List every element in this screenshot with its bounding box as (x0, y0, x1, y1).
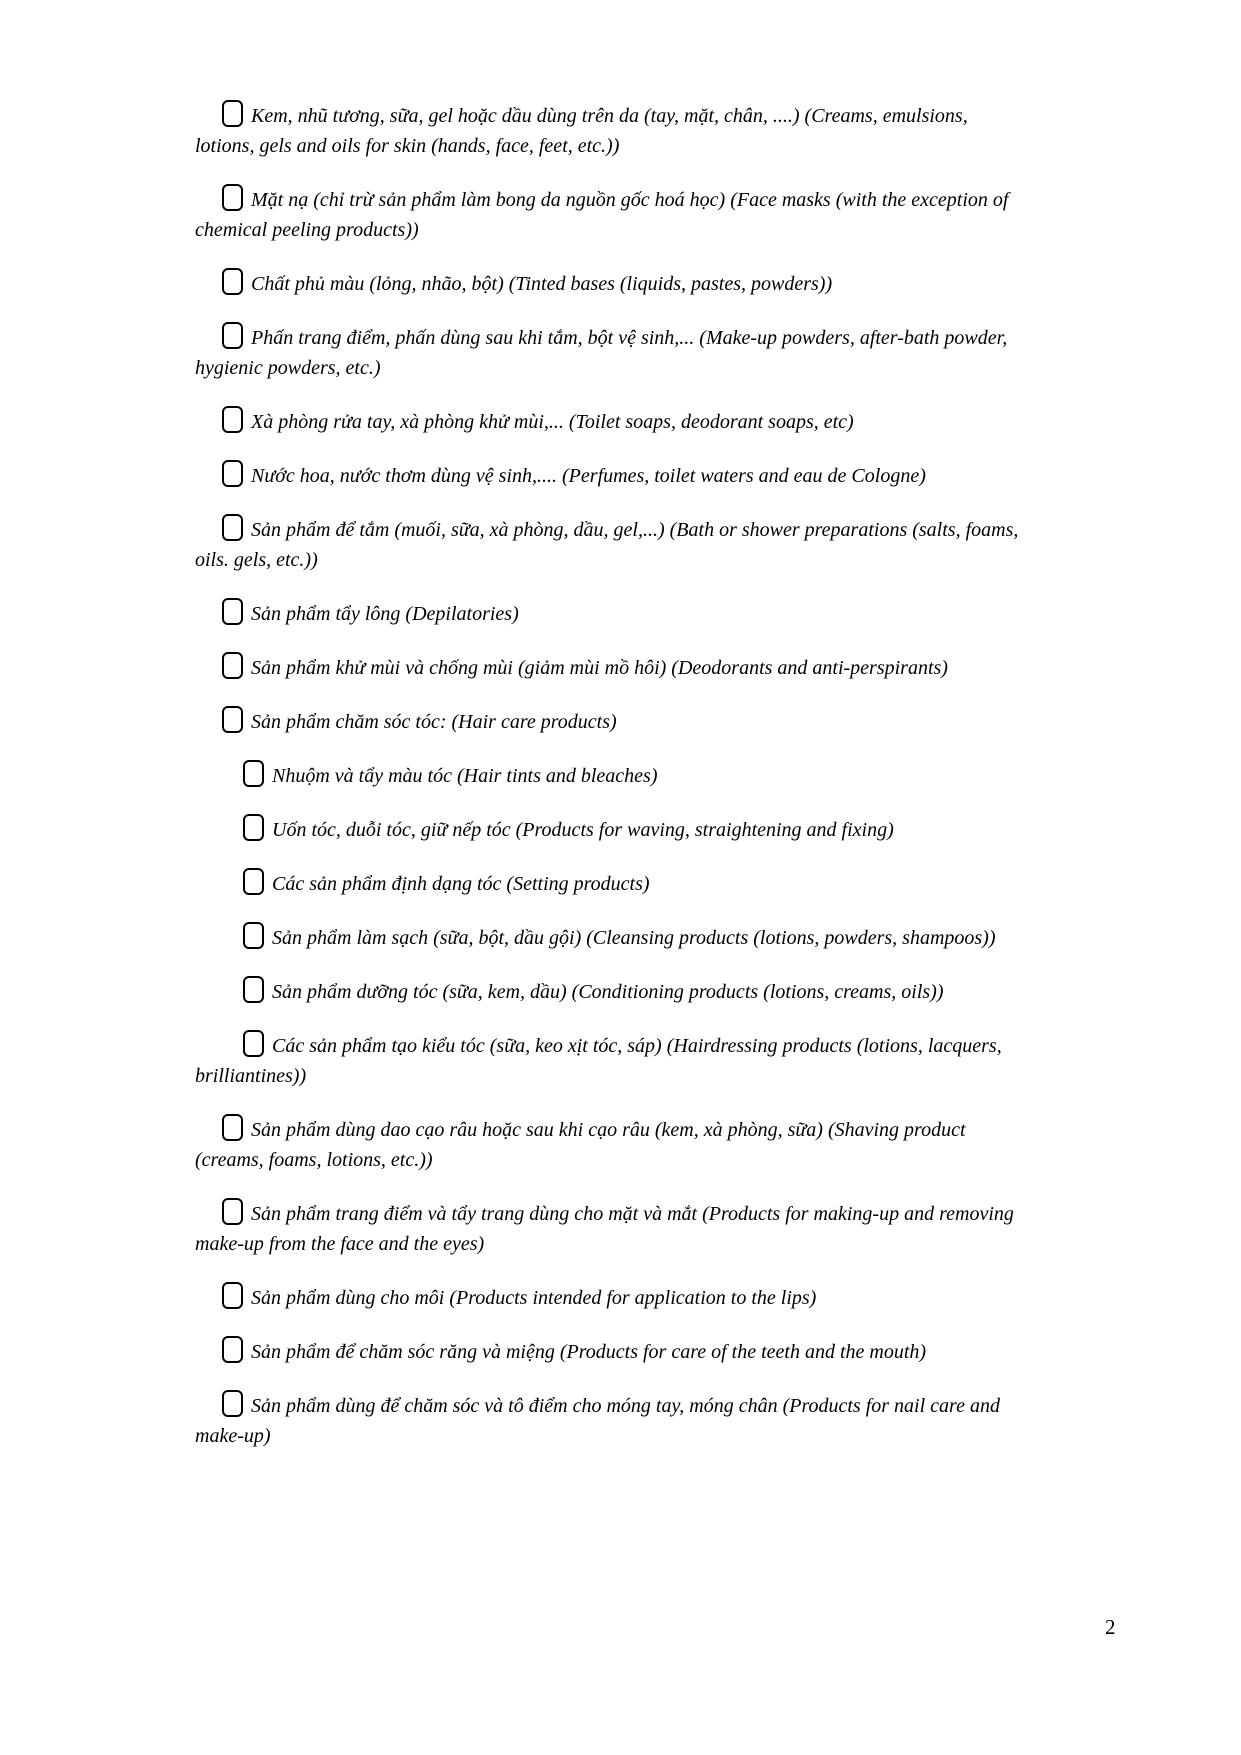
checklist-item-label: Nhuộm và tẩy màu tóc (Hair tints and bleaches) (272, 765, 658, 787)
checkbox-icon[interactable] (222, 652, 243, 679)
checklist-item (195, 598, 1027, 629)
checklist-item (195, 1336, 1027, 1367)
checklist-item (195, 406, 1027, 437)
checklist-item (195, 184, 1027, 245)
checklist-item-label: Sản phẩm trang điểm và tẩy trang dùng cho mặt và mắt (Products for making-up and removing make-up from the face and the eyes) (195, 1203, 1014, 1255)
checklist-item-label: Sản phẩm dùng để chăm sóc và tô điểm cho móng tay, móng chân (Products for nail care and make-up) (195, 1395, 1000, 1447)
checkbox-icon[interactable] (222, 268, 243, 295)
checklist-item (195, 1282, 1027, 1313)
checkbox-icon[interactable] (222, 1282, 243, 1309)
checklist-item-label: Sản phẩm tẩy lông (Depilatories) (251, 603, 519, 625)
checklist-item-label: Chất phủ màu (lỏng, nhão, bột) (Tinted bases (liquids, pastes, powders)) (251, 273, 833, 295)
checklist-item-label: Sản phẩm dùng cho môi (Products intended for application to the lips) (251, 1287, 817, 1309)
checkbox-icon[interactable] (243, 868, 264, 895)
checkbox-icon[interactable] (222, 1390, 243, 1417)
checkbox-icon[interactable] (222, 706, 243, 733)
checklist-item (195, 514, 1027, 575)
checkbox-icon[interactable] (222, 1114, 243, 1141)
checklist-item-label: Sản phẩm làm sạch (sữa, bột, dầu gội) (Cleansing products (lotions, powders, shampoos)) (272, 927, 996, 949)
checkbox-icon[interactable] (243, 976, 264, 1003)
checkbox-icon[interactable] (222, 460, 243, 487)
checklist-item (195, 460, 1027, 491)
checklist-item-label: Sản phẩm khử mùi và chống mùi (giảm mùi mồ hôi) (Deodorants and anti-perspirants) (251, 657, 948, 679)
checkbox-icon[interactable] (243, 1030, 264, 1057)
checkbox-icon[interactable] (222, 1336, 243, 1363)
checklist-subitem (195, 760, 1027, 791)
checklist-item-label: Sản phẩm để chăm sóc răng và miệng (Products for care of the teeth and the mouth) (251, 1341, 927, 1363)
checklist-item-label: Uốn tóc, duỗi tóc, giữ nếp tóc (Products for waving, straightening and fixing) (272, 819, 894, 841)
checkbox-icon[interactable] (222, 322, 243, 349)
checklist-item-label: Sản phẩm dùng dao cạo râu hoặc sau khi cạo râu (kem, xà phòng, sữa) (Shaving product (creams, foams, lotions, etc.)) (195, 1119, 966, 1171)
checkbox-icon[interactable] (243, 814, 264, 841)
checkbox-icon[interactable] (222, 1198, 243, 1225)
checklist-item (195, 652, 1027, 683)
checkbox-icon[interactable] (222, 100, 243, 127)
checklist-item-label: Phấn trang điểm, phấn dùng sau khi tắm, bột vệ sinh,... (Make-up powders, after-bath powder, hygienic powders, etc.) (195, 327, 1008, 379)
checklist-subitem (195, 1030, 1027, 1091)
checklist-item (195, 706, 1027, 737)
checklist-item-label: Sản phẩm chăm sóc tóc: (Hair care products) (251, 711, 617, 733)
checklist-item (195, 1390, 1027, 1451)
checklist-item (195, 1198, 1027, 1259)
checklist-item-label: Sản phẩm dưỡng tóc (sữa, kem, dầu) (Conditioning products (lotions, creams, oils)) (272, 981, 944, 1003)
page-number: 2 (1105, 1615, 1116, 1639)
checkbox-icon[interactable] (222, 514, 243, 541)
checkbox-icon[interactable] (243, 922, 264, 949)
checklist (195, 100, 1027, 1474)
checklist-item-label: Xà phòng rửa tay, xà phòng khử mùi,... (Toilet soaps, deodorant soaps, etc) (251, 411, 854, 433)
checkbox-icon[interactable] (222, 406, 243, 433)
checkbox-icon[interactable] (222, 598, 243, 625)
checklist-subitem (195, 868, 1027, 899)
checklist-subitem (195, 814, 1027, 845)
checklist-item (195, 1114, 1027, 1175)
checklist-subitem (195, 922, 1027, 953)
checklist-item-label: Sản phẩm để tắm (muối, sữa, xà phòng, dầu, gel,...) (Bath or shower preparations (salts, foams, oils. gels, etc.)) (195, 519, 1019, 571)
checkbox-icon[interactable] (222, 184, 243, 211)
checklist-item-label: Nước hoa, nước thơm dùng vệ sinh,.... (Perfumes, toilet waters and eau de Cologne) (251, 465, 926, 487)
checklist-item-label: Các sản phẩm tạo kiểu tóc (sữa, keo xịt tóc, sáp) (Hairdressing products (lotions, lacquers, brilliantines)) (195, 1035, 1002, 1087)
checklist-item (195, 100, 1027, 161)
checklist-item-label: Mặt nạ (chỉ trừ sản phẩm làm bong da nguồn gốc hoá học) (Face masks (with the exception of chemical peeling products)) (195, 189, 1009, 241)
checklist-item (195, 322, 1027, 383)
checklist-item-label: Kem, nhũ tương, sữa, gel hoặc dầu dùng trên da (tay, mặt, chân, ....) (Creams, emulsions, lotions, gels and oils for skin (hands, face, feet, etc.)) (195, 105, 968, 157)
checklist-item-label: Các sản phẩm định dạng tóc (Setting products) (272, 873, 650, 895)
checkbox-icon[interactable] (243, 760, 264, 787)
checklist-subitem (195, 976, 1027, 1007)
checklist-item (195, 268, 1027, 299)
